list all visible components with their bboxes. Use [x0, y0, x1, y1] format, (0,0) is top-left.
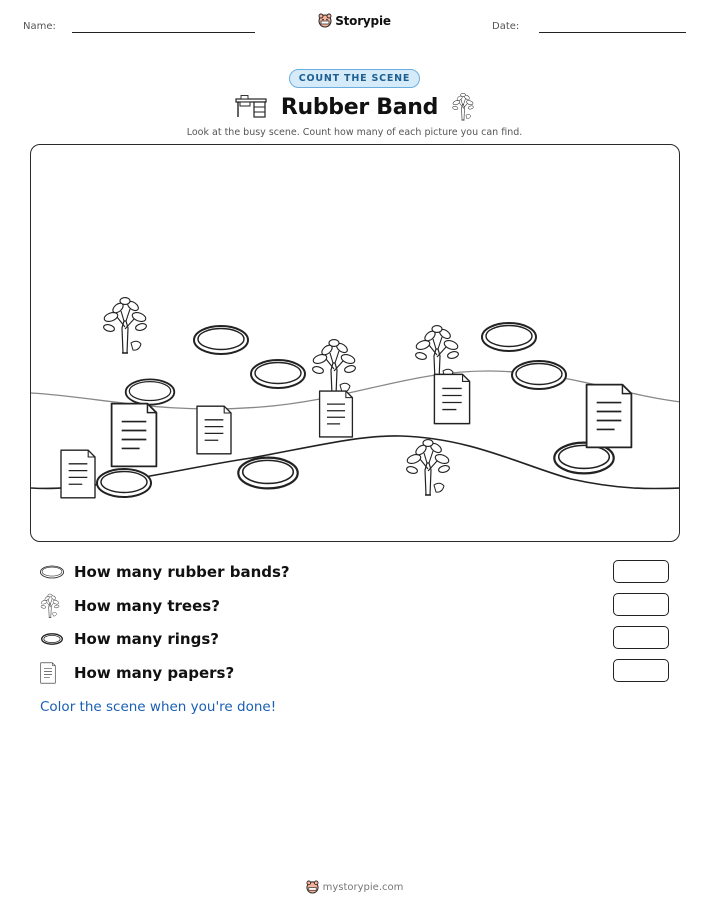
- brand-name: Storypie: [335, 13, 391, 28]
- paper-icon: [40, 663, 66, 683]
- question-rings: How many rings?: [40, 628, 219, 650]
- tree-scene: [415, 326, 459, 381]
- activity-badge: COUNT THE SCENE: [0, 66, 709, 88]
- paper-scene: [61, 450, 95, 498]
- footer-site[interactable]: mystorypie.com: [322, 881, 404, 893]
- answer-box-rubber-bands[interactable]: [613, 560, 669, 583]
- worksheet-title: Rubber Band: [280, 94, 439, 120]
- footer: [0, 880, 709, 897]
- date-field[interactable]: [539, 32, 686, 33]
- paper-scene: [434, 374, 469, 423]
- closing-note: Color the scene when you're done!: [40, 699, 277, 715]
- storypie-mascot-icon: [318, 13, 332, 28]
- title-row: [0, 89, 709, 125]
- name-label: Name:: [23, 21, 56, 32]
- rubber-band-scene: [126, 379, 175, 404]
- answer-box-papers[interactable]: [613, 659, 669, 682]
- paper-scene: [112, 404, 157, 467]
- answer-box-rings[interactable]: [613, 626, 669, 649]
- answer-box-trees[interactable]: [613, 593, 669, 616]
- tree-icon: [452, 92, 474, 122]
- rubber-band-scene: [194, 326, 248, 354]
- name-field[interactable]: [72, 32, 255, 33]
- tree-icon: [40, 596, 66, 616]
- rubber-band-icon: [40, 562, 66, 582]
- storypie-mascot-icon: [306, 880, 319, 894]
- date-label: Date:: [492, 21, 520, 32]
- busy-scene: [30, 144, 680, 542]
- paper-scene: [587, 385, 632, 448]
- ring-icon: [40, 629, 66, 649]
- tree-scene: [312, 340, 356, 395]
- rubber-band-scene: [251, 360, 305, 388]
- brand-logo: [0, 13, 709, 31]
- question-rubber-bands: How many rubber bands?: [40, 561, 290, 583]
- rubber-band-scene: [512, 361, 566, 389]
- paper-scene: [197, 406, 231, 454]
- instructions: Look at the busy scene. Count how many of each picture you can find.: [186, 127, 523, 138]
- rubber-band-scene: [482, 323, 536, 351]
- tree-scene: [103, 298, 147, 353]
- desk-icon: [235, 95, 267, 119]
- question-trees: How many trees?: [40, 595, 220, 617]
- rubber-band-scene: [238, 458, 297, 489]
- paper-scene: [320, 391, 353, 437]
- rubber-band-scene: [97, 469, 151, 497]
- tree-scene: [406, 440, 450, 495]
- question-papers: How many papers?: [40, 662, 234, 684]
